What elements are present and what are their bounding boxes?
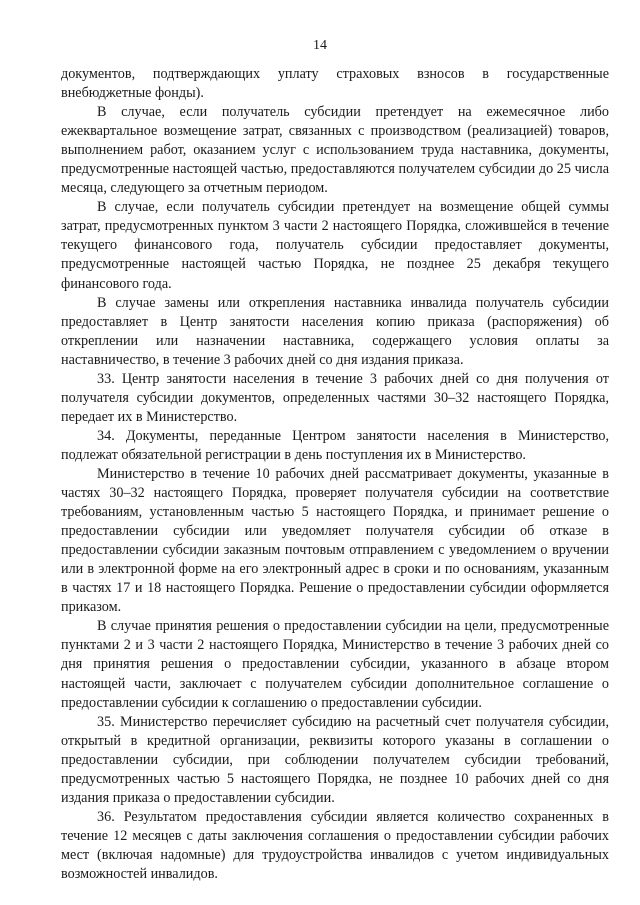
document-body	[61, 65, 609, 884]
paragraph-ministry-review: Министерство в течение 10 рабочих дней рассматривает документы, указанные в частях 30–32 настоящего Порядка, проверяет получателя субсидии на соответствие требованиям, установленным частью 5 настоящего Порядка, и принимает решение о предоставлении субсидии или уведомляет получателя субсидии об отказе в предоставлении субсидии заказным почтовым отправлением с уведомлением о вручении или в электронной форме на его электронный адрес в сроки и по основаниям, указанным в частях 17 и 18 настоящего Порядка. Решение о предоставлении субсидии оформляется приказом.	[61, 465, 609, 616]
paragraph-additional-agreement: В случае принятия решения о предоставлении субсидии на цели, предусмотренные пунктами 2 и 3 части 2 настоящего Порядка, Министерство в течение 3 рабочих дней со дня принятия решения о предоставлении субсидии, указанного в абзаце втором настоящей части, заключает с получателем субсидии дополнительное соглашение о предоставлении субсидии к соглашению о предоставлении субсидии.	[61, 618, 609, 711]
paragraph-clause-34: 34. Документы, переданные Центром занятости населения в Министерство, подлежат обязательной регистрации в день поступления их в Министерство.	[61, 427, 609, 463]
paragraph-total-reimbursement: В случае, если получатель субсидии претендует на возмещение общей суммы затрат, предусмотренных пунктом 3 части 2 настоящего Порядка, сложившейся в течение текущего финансового года, получатель субсидии предоставляет документы, предусмотренные настоящей частью Порядка, не позднее 25 декабря текущего финансового года.	[61, 199, 609, 292]
paragraph-clause-33: 33. Центр занятости населения в течение 3 рабочих дней со дня получения от получателя субсидии документов, определенных частями 30–32 настоящего Порядка, передает их в Министерство.	[61, 370, 609, 425]
page-number: 14	[313, 38, 327, 53]
paragraph-clause-35: 35. Министерство перечисляет субсидию на расчетный счет получателя субсидии, открытый в кредитной организации, реквизиты которого указаны в соглашении о предоставлении субсидии, при соблюдении получателем субсидии требований, предусмотренных частью 5 настоящего Порядка, не позднее 10 рабочих дней со дня издания приказа о предоставлении субсидии.	[61, 713, 609, 806]
paragraph-continuation: документов, подтверждающих уплату страховых взносов в государственные внебюджетные фонды).	[61, 66, 609, 102]
paragraph-mentor-replacement: В случае замены или открепления наставника инвалида получатель субсидии предоставляет в Центр занятости населения копию приказа (распоряжения) об откреплении или назначении наставника, содержащего условия оплаты за наставничество, в течение 3 рабочих дней со дня издания приказа.	[61, 294, 609, 368]
paragraph-clause-36: 36. Результатом предоставления субсидии является количество сохраненных в течение 12 месяцев с даты заключения соглашения о предоставлении субсидии рабочих мест (включая надомные) для трудоустройства инвалидов с учетом индивидуальных возможностей инвалидов.	[61, 808, 609, 882]
paragraph-monthly-reimbursement: В случае, если получатель субсидии претендует на ежемесячное либо ежеквартальное возмещение затрат, связанных с производством (реализацией) товаров, выполнением работ, оказанием услуг с использованием труда наставника, документы, предусмотренные настоящей частью, предоставляются получателем субсидии до 25 числа месяца, следующего за отчетным периодом.	[61, 104, 609, 197]
